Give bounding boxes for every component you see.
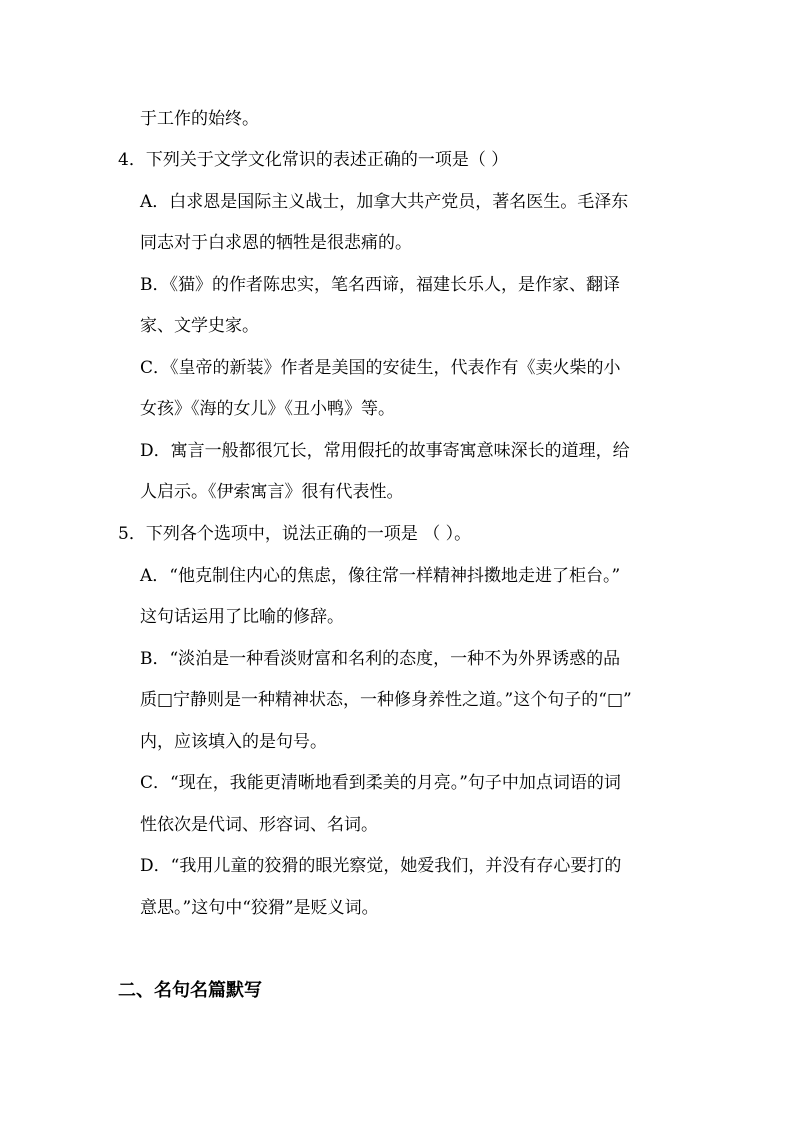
option-text: B．“淡泊是一种看淡财富和名利的态度，一种不为外界诱惑的品 [140, 649, 621, 669]
option-text: C．“现在，我能更清晰地看到柔美的月亮。”句子中加点词语的词 [140, 773, 621, 793]
option-text: 内，应该填入的是句号。 [140, 732, 327, 752]
option-text: 女孩》《海的女儿》《丑小鸭》等。 [140, 399, 395, 419]
option-text: 同志对于白求恩的牺牲是很悲痛的。 [140, 233, 412, 253]
option-text: 人启示。《伊索寓言》很有代表性。 [140, 482, 404, 502]
option-text: C．《皇帝的新装》作者是美国的安徒生，代表作有《卖火柴的小 [140, 358, 621, 378]
option-text: B．《猫》的作者陈忠实，笔名西谛，福建长乐人，是作家、翻译 [140, 275, 620, 295]
option-text: D．“我用儿童的狡猾的眼光察觉，她爱我们，并没有存心要打的 [140, 856, 622, 876]
option-text: 性依次是代词、形容词、名词。 [140, 815, 378, 835]
option-text: A．“他克制住内心的焦虑，像往常一样精神抖擞地走进了柜台。” [140, 566, 621, 586]
question-4-stem: 4．下列关于文学文化常识的表述正确的一项是（ ） [118, 150, 509, 170]
section-heading: 二、名句名篇默写 [118, 980, 262, 1001]
option-text: A．白求恩是国际主义战士，加拿大共产党员，著名医生。毛泽东 [140, 192, 629, 212]
option-text: 意思。”这句中“狡猾”是贬义词。 [140, 898, 379, 918]
option-text: 这句话运用了比喻的修辞。 [140, 607, 344, 627]
option-text: 质□宁静则是一种精神状态，一种修身养性之道。”这个句子的“□” [140, 690, 632, 710]
continuation-text: 于工作的始终。 [140, 109, 259, 129]
option-text: D．寓言一般都很冗长，常用假托的故事寄寓意味深长的道理，给 [140, 441, 630, 461]
question-5-stem: 5．下列各个选项中，说法正确的一项是 （ ）。 [118, 524, 472, 544]
option-text: 家、文学史家。 [140, 316, 259, 336]
